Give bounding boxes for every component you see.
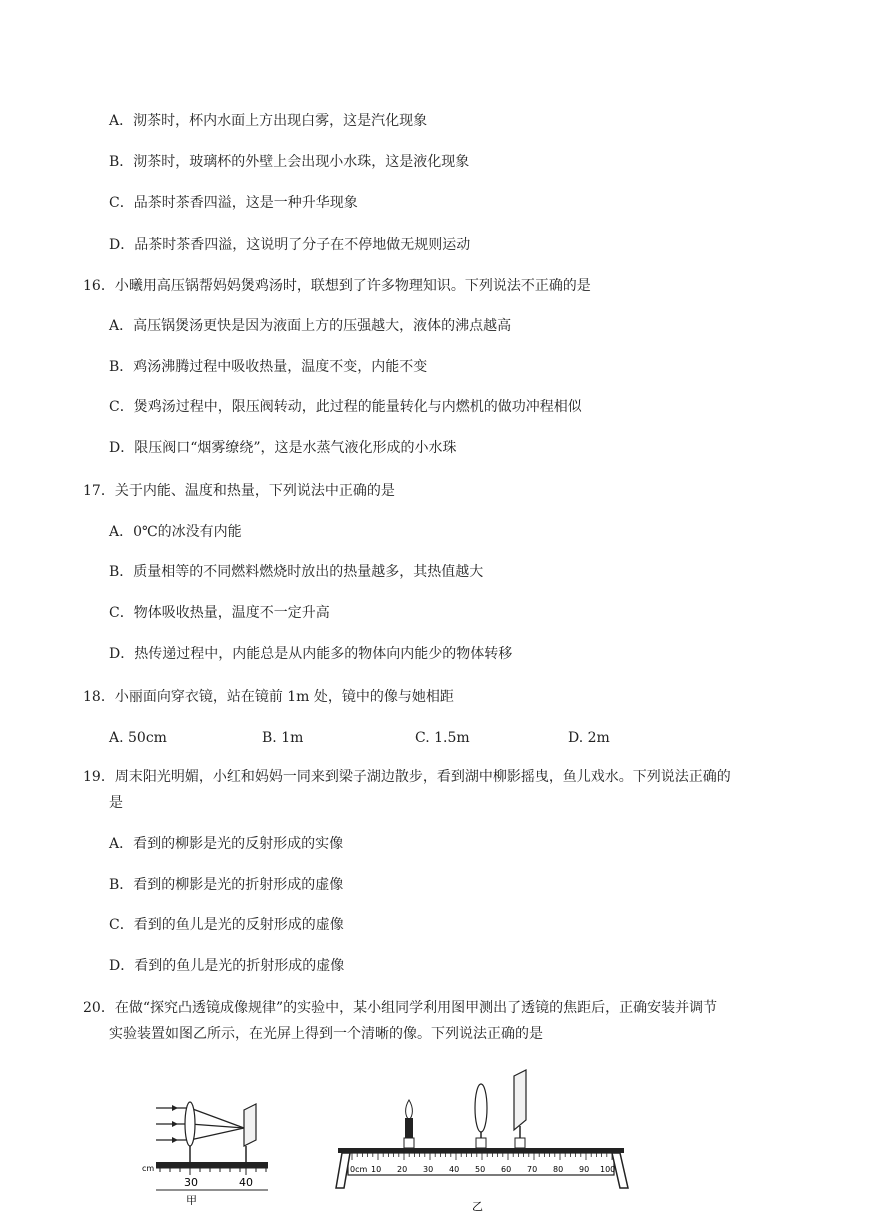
tick-label-50: 50: [475, 1165, 486, 1174]
screen-assembly: [514, 1070, 526, 1148]
q17-option-b: B．质量相等的不同燃料燃烧时放出的热量越多，其热值越大: [109, 564, 484, 580]
lens-assembly: [475, 1084, 487, 1148]
q15-option-d: D．品茶时茶香四溢，这说明了分子在不停地做无规则运动: [109, 237, 471, 253]
tick-label-40: 40: [239, 1176, 253, 1189]
q19-option-c: C．看到的鱼儿是光的反射形成的虚像: [109, 917, 344, 933]
q17-option-d: D．热传递过程中，内能总是从内能多的物体向内能少的物体转移: [109, 646, 513, 662]
arrow-icon: [172, 1137, 178, 1143]
tick-label-40: 40: [449, 1165, 460, 1174]
candle-holder: [404, 1138, 414, 1148]
ruler-ticks: [160, 1168, 266, 1175]
q17-option-c: C．物体吸收热量，温度不一定升高: [109, 605, 330, 621]
tick-label-100: 100: [600, 1165, 616, 1174]
q18-option-b: B. 1m: [262, 730, 304, 746]
tick-label-70: 70: [527, 1165, 538, 1174]
q20-stem-line1: 20．在做“探究凸透镜成像规律”的实验中，某小组同学利用图甲测出了透镜的焦距后，正确安装并调节: [83, 1000, 718, 1016]
light-screen: [244, 1104, 256, 1146]
candle-body: [405, 1118, 413, 1138]
ruler-unit: 0cm: [350, 1165, 368, 1174]
flame-icon: [406, 1100, 413, 1120]
convex-lens: [185, 1102, 195, 1146]
q19-stem-line1: 19．周末阳光明媚，小红和妈妈一同来到梁子湖边散步，看到湖中柳影摇曳，鱼儿戏水。下列说法正确的: [83, 769, 731, 785]
q19-option-d: D．看到的鱼儿是光的折射形成的虚像: [109, 958, 345, 974]
q16-option-d: D．限压阀口“烟雾缭绕”，这是水蒸气液化形成的小水珠: [109, 440, 457, 456]
q18-option-c: C. 1.5m: [415, 730, 470, 746]
q18-option-d: D. 2m: [568, 730, 610, 746]
ruler-unit: cm: [142, 1164, 155, 1173]
q16-option-c: C．煲鸡汤过程中，限压阀转动，此过程的能量转化与内燃机的做功冲程相似: [109, 399, 582, 415]
q16-option-a: A．高压锅煲汤更快是因为液面上方的压强越大，液体的沸点越高: [109, 318, 512, 334]
ruler-bar: [156, 1162, 268, 1168]
q15-option-b: B．沏茶时，玻璃杯的外壁上会出现小水珠，这是液化现象: [109, 154, 470, 170]
q16-stem: 16．小曦用高压锅帮妈妈煲鸡汤时，联想到了许多物理知识。下列说法不正确的是: [83, 278, 591, 294]
tick-label-60: 60: [501, 1165, 512, 1174]
tick-label-30: 30: [184, 1176, 198, 1189]
figure-caption-jia: 甲: [186, 1194, 197, 1205]
figure-jia: [140, 1090, 280, 1205]
q18-stem: 18．小丽面向穿衣镜，站在镜前 1m 处，镜中的像与她相距: [83, 689, 454, 705]
arrow-icon: [172, 1121, 178, 1127]
q19-stem-line2: 是: [109, 795, 123, 811]
figure-yi: [334, 1068, 630, 1226]
q15-option-a: A．沏茶时，杯内水面上方出现白雾，这是汽化现象: [109, 113, 428, 129]
candle: [404, 1100, 414, 1148]
q16-option-b: B．鸡汤沸腾过程中吸收热量，温度不变，内能不变: [109, 359, 428, 375]
lens-holder: [476, 1138, 486, 1148]
tick-label-10: 10: [371, 1165, 382, 1174]
q19-option-a: A．看到的柳影是光的反射形成的实像: [109, 836, 344, 852]
q19-option-b: B．看到的柳影是光的折射形成的虚像: [109, 877, 344, 893]
convex-lens: [475, 1084, 487, 1132]
q17-stem: 17．关于内能、温度和热量，下列说法中正确的是: [83, 483, 395, 499]
light-screen: [514, 1070, 526, 1130]
q20-stem-line2: 实验装置如图乙所示，在光屏上得到一个清晰的像。下列说法正确的是: [109, 1026, 543, 1042]
tick-label-80: 80: [553, 1165, 564, 1174]
tick-label-30: 30: [423, 1165, 434, 1174]
screen-holder: [515, 1138, 525, 1148]
q17-option-a: A．0℃的冰没有内能: [109, 524, 242, 540]
tick-label-20: 20: [397, 1165, 408, 1174]
arrow-icon: [172, 1105, 178, 1111]
refracted-ray-bottom: [190, 1128, 244, 1140]
bench-rail: [338, 1148, 624, 1153]
figure-caption-yi: 乙: [472, 1200, 483, 1213]
tick-label-90: 90: [579, 1165, 590, 1174]
q18-option-a: A. 50cm: [109, 730, 167, 746]
q15-option-c: C．品茶时茶香四溢，这是一种升华现象: [109, 195, 358, 211]
